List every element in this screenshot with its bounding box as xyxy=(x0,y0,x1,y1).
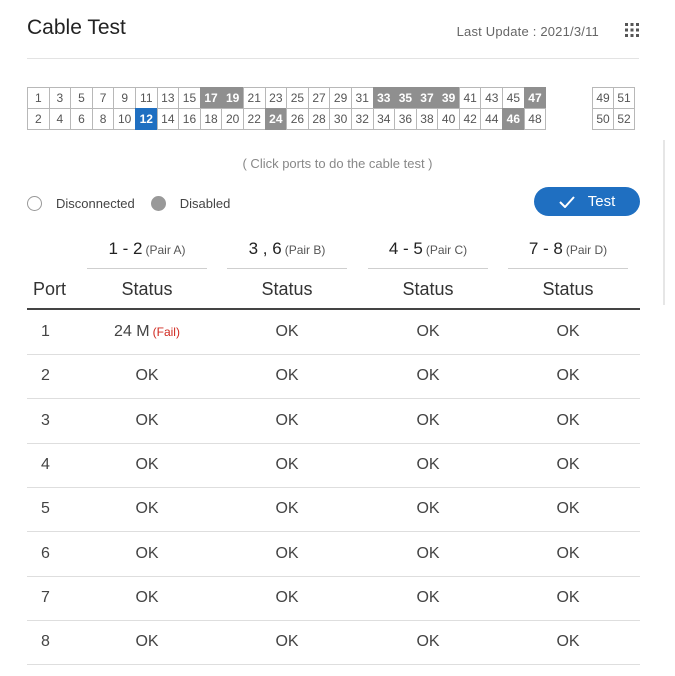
port-34[interactable]: 34 xyxy=(373,108,396,130)
port-4[interactable]: 4 xyxy=(49,108,72,130)
test-button-label: Test xyxy=(587,193,616,210)
pair-a-status xyxy=(87,576,207,620)
port-number: 3 xyxy=(41,411,50,429)
port-7[interactable]: 7 xyxy=(92,87,115,109)
port-38[interactable]: 38 xyxy=(416,108,439,130)
port-35[interactable]: 35 xyxy=(394,87,417,109)
status-value: OK xyxy=(135,588,159,606)
page-title: Cable Test xyxy=(27,16,126,39)
disconnected-legend-icon xyxy=(27,196,42,211)
pair-d-pins: 7 - 8 xyxy=(528,239,563,258)
port-16[interactable]: 16 xyxy=(178,108,201,130)
port-48[interactable]: 48 xyxy=(524,108,547,130)
port-20[interactable]: 20 xyxy=(221,108,244,130)
status-value: OK xyxy=(416,544,440,562)
status-value: OK xyxy=(556,323,580,340)
pair-a-status-header: Status xyxy=(121,279,173,299)
status-value: OK xyxy=(135,367,159,385)
pair-a-header xyxy=(87,239,207,259)
pair-c-status xyxy=(368,310,488,354)
test-button[interactable] xyxy=(534,187,640,216)
table-row xyxy=(27,310,640,355)
status-value: OK xyxy=(135,633,159,651)
port-row-even xyxy=(27,108,545,130)
fail-badge: (Fail) xyxy=(152,325,180,339)
pair-c-status xyxy=(368,354,488,398)
port-50[interactable]: 50 xyxy=(592,108,614,130)
header xyxy=(27,14,639,59)
scrollbar[interactable] xyxy=(663,140,665,305)
table-row xyxy=(27,487,640,532)
port-39[interactable]: 39 xyxy=(437,87,460,109)
status-value: OK xyxy=(275,323,299,340)
pair-b-status-header: Status xyxy=(261,279,313,299)
port-40[interactable]: 40 xyxy=(437,108,460,130)
status-value: OK xyxy=(135,500,159,518)
check-icon xyxy=(559,196,575,208)
pair-b-name: (Pair B) xyxy=(284,243,326,257)
pair-b-status xyxy=(227,532,347,576)
port-14[interactable]: 14 xyxy=(157,108,180,130)
table-row xyxy=(27,443,640,488)
port-46[interactable]: 46 xyxy=(502,108,525,130)
port-number: 6 xyxy=(41,544,50,562)
port-42[interactable]: 42 xyxy=(459,108,482,130)
status-value: OK xyxy=(275,411,299,429)
port-49[interactable]: 49 xyxy=(592,87,614,109)
status-value: OK xyxy=(135,455,159,473)
status-value: OK xyxy=(416,367,440,385)
pair-a-status xyxy=(87,620,207,664)
pair-c-status xyxy=(368,532,488,576)
pair-d-status xyxy=(508,487,628,531)
pair-a-pins: 1 - 2 xyxy=(108,239,143,258)
pair-b-status xyxy=(227,576,347,620)
status-value: OK xyxy=(556,411,580,429)
disabled-legend-icon xyxy=(151,196,166,211)
pair-c-header xyxy=(368,239,488,259)
pair-a-name: (Pair A) xyxy=(145,243,186,257)
status-value: OK xyxy=(556,544,580,562)
port-9[interactable]: 9 xyxy=(113,87,136,109)
pair-d-name: (Pair D) xyxy=(565,243,608,257)
status-value: OK xyxy=(135,544,159,562)
status-value: OK xyxy=(416,588,440,606)
pair-d-header xyxy=(508,239,628,259)
port-19[interactable]: 19 xyxy=(221,87,244,109)
port-36[interactable]: 36 xyxy=(394,108,417,130)
port-number: 5 xyxy=(41,500,50,518)
status-value: OK xyxy=(275,544,299,562)
pair-c-status xyxy=(368,487,488,531)
pair-a-status xyxy=(87,399,207,443)
table-row xyxy=(27,576,640,621)
port-25[interactable]: 25 xyxy=(286,87,309,109)
status-value: OK xyxy=(275,633,299,651)
port-31[interactable]: 31 xyxy=(351,87,374,109)
status-value: OK xyxy=(135,411,159,429)
port-5[interactable]: 5 xyxy=(70,87,93,109)
pair-b-pins: 3 , 6 xyxy=(248,239,282,258)
port-27[interactable]: 27 xyxy=(308,87,331,109)
port-44[interactable]: 44 xyxy=(480,108,503,130)
port-45[interactable]: 45 xyxy=(502,87,525,109)
port-33[interactable]: 33 xyxy=(373,87,396,109)
pair-b-status xyxy=(227,399,347,443)
port-28[interactable]: 28 xyxy=(308,108,331,130)
legend-disabled-label: Disabled xyxy=(179,196,231,211)
port-column-header: Port xyxy=(33,279,67,299)
port-24[interactable]: 24 xyxy=(265,108,288,130)
sfp-row-even xyxy=(592,108,634,130)
status-value: OK xyxy=(556,367,580,385)
pair-d-status xyxy=(508,576,628,620)
pair-c-status xyxy=(368,576,488,620)
port-11[interactable]: 11 xyxy=(135,87,158,109)
port-18[interactable]: 18 xyxy=(200,108,223,130)
port-26[interactable]: 26 xyxy=(286,108,309,130)
pair-c-status-header: Status xyxy=(402,279,454,299)
pair-d-status-header: Status xyxy=(542,279,594,299)
port-row-odd xyxy=(27,87,545,109)
status-value: OK xyxy=(416,633,440,651)
pair-a-status xyxy=(87,487,207,531)
port-8[interactable]: 8 xyxy=(92,108,115,130)
status-value: OK xyxy=(556,455,580,473)
pair-d-status xyxy=(508,310,628,354)
port-22[interactable]: 22 xyxy=(243,108,266,130)
port-15[interactable]: 15 xyxy=(178,87,201,109)
grid-icon[interactable] xyxy=(625,23,639,37)
pair-d-divider xyxy=(508,268,628,269)
hint-text: ( Click ports to do the cable test ) xyxy=(242,156,433,171)
port-12[interactable]: 12 xyxy=(135,108,158,130)
pair-b-status xyxy=(227,354,347,398)
status-value: OK xyxy=(556,500,580,518)
status-value: OK xyxy=(275,588,299,606)
pair-c-pins: 4 - 5 xyxy=(388,239,423,258)
pair-d-status xyxy=(508,399,628,443)
pair-a-status xyxy=(87,532,207,576)
port-23[interactable]: 23 xyxy=(265,87,288,109)
pair-c-status xyxy=(368,443,488,487)
table-row xyxy=(27,532,640,577)
port-2[interactable]: 2 xyxy=(27,108,50,130)
port-6[interactable]: 6 xyxy=(70,108,93,130)
port-number: 2 xyxy=(41,367,50,385)
table-row xyxy=(27,399,640,444)
status-value: OK xyxy=(275,500,299,518)
pair-c-status xyxy=(368,399,488,443)
pair-b-divider xyxy=(227,268,347,269)
last-update-text: Last Update : 2021/3/11 xyxy=(456,24,599,39)
port-30[interactable]: 30 xyxy=(329,108,352,130)
table-row xyxy=(27,354,640,399)
pair-b-status xyxy=(227,310,347,354)
pair-a-status xyxy=(87,310,207,354)
pair-b-status xyxy=(227,620,347,664)
port-number: 1 xyxy=(41,323,50,340)
port-32[interactable]: 32 xyxy=(351,108,374,130)
port-51[interactable]: 51 xyxy=(613,87,635,109)
port-10[interactable]: 10 xyxy=(113,108,136,130)
status-value: 24 M xyxy=(114,323,150,340)
pair-c-divider xyxy=(368,268,488,269)
port-13[interactable]: 13 xyxy=(157,87,180,109)
port-number: 4 xyxy=(41,455,50,473)
port-47[interactable]: 47 xyxy=(524,87,547,109)
pair-b-header xyxy=(227,239,347,259)
status-value: OK xyxy=(416,500,440,518)
pair-c-name: (Pair C) xyxy=(425,243,468,257)
pair-c-status xyxy=(368,620,488,664)
table-row xyxy=(27,620,640,665)
status-value: OK xyxy=(556,588,580,606)
status-value: OK xyxy=(416,411,440,429)
port-52[interactable]: 52 xyxy=(613,108,635,130)
pair-a-divider xyxy=(87,268,207,269)
pair-d-status xyxy=(508,620,628,664)
port-41[interactable]: 41 xyxy=(459,87,482,109)
pair-d-status xyxy=(508,443,628,487)
pair-d-status xyxy=(508,532,628,576)
port-21[interactable]: 21 xyxy=(243,87,266,109)
port-1[interactable]: 1 xyxy=(27,87,50,109)
pair-a-status xyxy=(87,354,207,398)
port-17[interactable]: 17 xyxy=(200,87,223,109)
port-37[interactable]: 37 xyxy=(416,87,439,109)
port-43[interactable]: 43 xyxy=(480,87,503,109)
pair-b-status xyxy=(227,487,347,531)
status-value: OK xyxy=(556,633,580,651)
pair-a-status xyxy=(87,443,207,487)
status-value: OK xyxy=(416,455,440,473)
legend-disconnected-label: Disconnected xyxy=(56,196,135,211)
sfp-row-odd xyxy=(592,87,634,109)
status-value: OK xyxy=(275,367,299,385)
pair-d-status xyxy=(508,354,628,398)
port-number: 7 xyxy=(41,588,50,606)
port-29[interactable]: 29 xyxy=(329,87,352,109)
port-3[interactable]: 3 xyxy=(49,87,72,109)
pair-b-status xyxy=(227,443,347,487)
legend xyxy=(27,196,230,211)
status-value: OK xyxy=(416,323,440,340)
port-number: 8 xyxy=(41,633,50,651)
status-value: OK xyxy=(275,455,299,473)
